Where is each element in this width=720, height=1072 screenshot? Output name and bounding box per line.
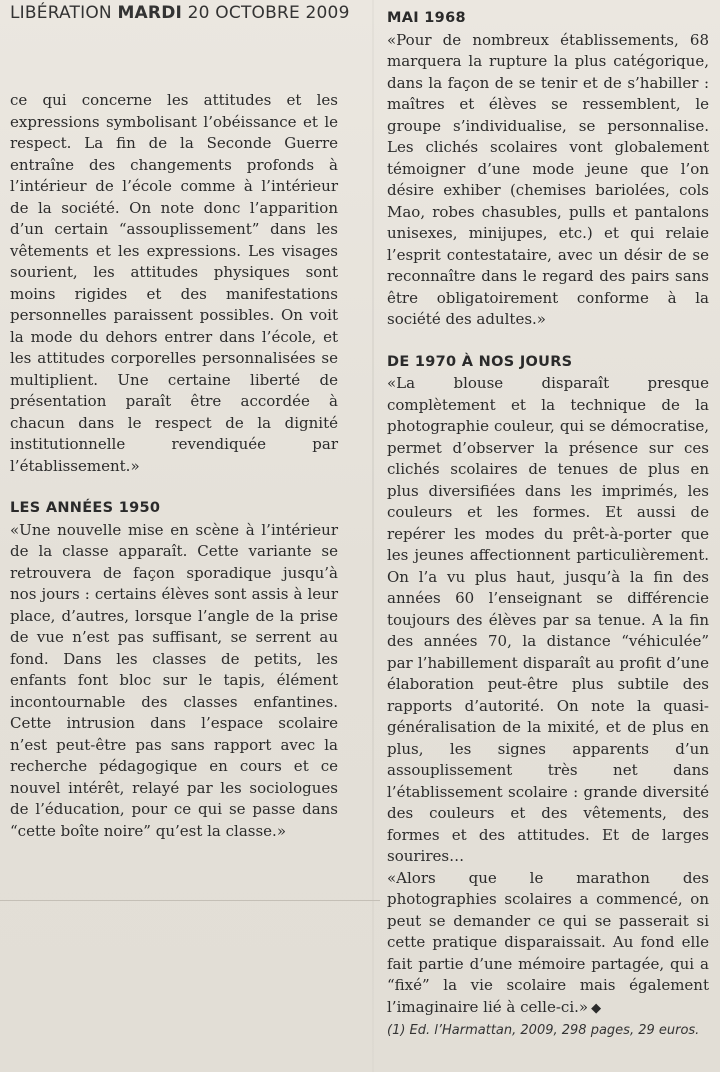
section-body-1950s: «Une nouvelle mise en scène à l’intérieur de la classe apparaît. Cette variante se retrouvera de façon sporadique jusqu’à nos jours : certains élèves sont assis à leur place, d’autres, lorsque l’angle de la prise de vue n’est pas suffisant, se serrent au fond. Dans les classes de petits, les enfants font bloc sur le tapis, élément incontournable des classes enfantines. Cette intrusion dans l’espace scolaire n’est peut-être pas sans rapport avec la recherche pédagogique en cours et ce nouvel intérêt, relayé par les sociologues de l’éducation, pour ce qui se passe dans “cette boîte noire” qu’est la classe.» xyxy=(10,520,338,840)
footnote: (1) Ed. l’Harmattan, 2009, 298 pages, 29 euros. xyxy=(387,1023,700,1038)
closing-paragraph xyxy=(387,868,709,1020)
right-column xyxy=(387,8,709,1039)
page-crease xyxy=(372,0,374,1072)
header-day: MARDI xyxy=(117,3,183,23)
section-heading-1970-present: DE 1970 À NOS JOURS xyxy=(387,353,573,370)
divider-line xyxy=(0,900,380,901)
header-date: 20 OCTOBRE 2009 xyxy=(187,3,350,23)
section-body-1970-present: «La blouse disparaît presque complètement et la technique de la photographie couleur, qui se démocratise, permet d’observer la présence sur ces clichés scolaires de tenues de plus en plus diversifiées dans les imprimés, les couleurs et les formes. Et aussi de repérer les modes du prêt-à-porter que les jeunes affectionnent particulièrement. On l’a vu plus haut, jusqu’à la fin des années 60 l’enseignant se différencie toujours des élèves par sa tenue. A la fin des années 70, la distance “véhiculée” par l’habillement disparaît au profit d’une élaboration peut-être plus subtile des rapports d’autorité. On note la quasi-généralisation de la mixité, et de plus en plus, les signes apparents d’un assouplissement très net dans l’établissement scolaire : grande diversité des couleurs et des vêtements, des formes et des attitudes. Et de larges sourires… xyxy=(387,374,709,865)
section-body-mai-1968: «Pour de nombreux établissements, 68 marquera la rupture la plus catégorique, dans la façon de se tenir et de s’habiller : maîtres et élèves se ressemblent, le groupe s’individualise, se personnalise. Les clichés scolaires vont globalement témoigner d’une mode jeune que l’on désire exhiber (chemises bariolées, cols Mao, robes chasubles, pulls et pantalons unisexes, minijupes, etc.) et qui relaie l’esprit contestataire, avec un désir de se reconnaître dans le regard des pairs sans être obligatoirement conforme à la société des adultes.» xyxy=(387,30,709,328)
section-heading-mai-1968: MAI 1968 xyxy=(387,10,466,26)
left-column xyxy=(10,90,338,842)
page-header xyxy=(10,3,350,23)
intro-paragraph: ce qui concerne les attitudes et les expressions symbolisant l’obéissance et le respect. La fin de la Seconde Guerre entraîne des changements profonds à l’intérieur de l’école comme à l’intérieur de la société. On note donc l’apparition d’un certain “assouplissement” dans les vêtements et les expressions. Les visages sourient, les attitudes physiques sont moins rigides et des manifestations personnelles paraissent possibles. On voit la mode du dehors entrer dans l’école, et les attitudes corporelles personnalisées se multiplient. Une certaine liberté de présentation paraît être accordée à chacun dans le respect de la dignité institutionnelle revendiquée par l’établissement.» xyxy=(10,91,338,475)
publication-name: LIBÉRATION xyxy=(10,3,112,23)
closing-paragraph-text: «Alors que le marathon des photographies scolaires a commencé, on peut se demander ce qui se passerait si cette pratique disparaissait. Au fond elle fait partie d’une mémoire partagée, qui a “fixé” la vie scolaire mais également l’imaginaire lié à celle-ci.» xyxy=(387,868,709,1016)
end-of-article-icon: ◆ xyxy=(591,1000,602,1016)
section-heading-1950s: LES ANNÉES 1950 xyxy=(10,500,161,516)
